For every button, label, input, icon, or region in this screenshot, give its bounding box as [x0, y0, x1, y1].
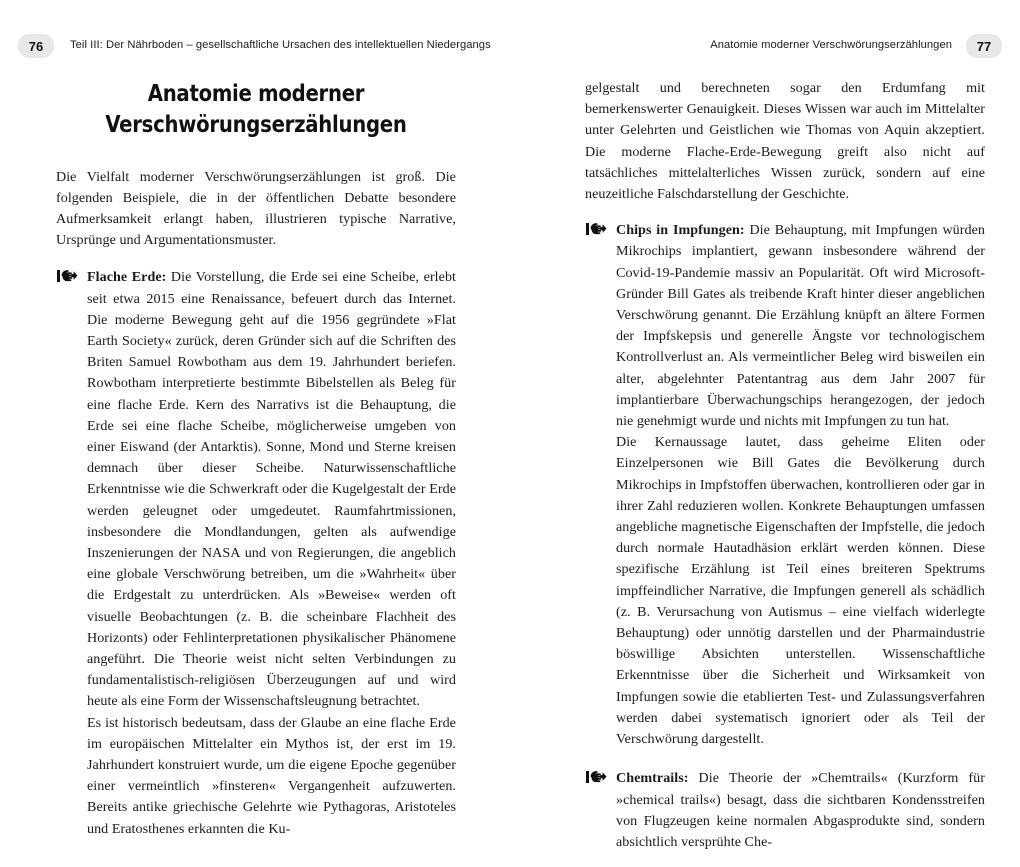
list-item-term: Chemtrails:	[616, 770, 689, 787]
list-item	[585, 768, 985, 853]
list-item-body: Die Behauptung, mit Impfungen würden Mikrochips implantiert, gewann insbesondere während der Covid-19-Pandemie massiv an Popularität. Oft wird Microsoft-Gründer Bill Gates als treibende Kraft hinter dieser angeblichen Verschwörung genannt. Die Erzählung knüpft an ältere Formen der Impfskepsis und generelle Ängste vor technologischem Kontrollverlust an. Als vermeintlicher Beleg wird bisweilen ein alter, abgelehnter Patentantrag aus dem Jahr 2007 für implantierbare Überwachungschips herangezogen, der jedoch nie genehmigt wurde und nichts mit Impfungen zu tun hat.	[616, 222, 985, 430]
running-head-right	[710, 34, 1002, 58]
list-item-term: Flache Erde:	[87, 269, 167, 286]
page-title	[70, 78, 442, 141]
pointing-hand-icon	[585, 769, 607, 785]
list-item-body: Die Theorie der »Chemtrails« (Kurzform für »chemical trails«) besagt, dass die sichtbaren Kondensstreifen von Flugzeugen keine normalen Abgasprodukte sind, sondern absichtlich versprühte Che-	[616, 770, 985, 850]
running-head-right-text: Anatomie moderner Verschwörungserzählungen	[710, 39, 952, 52]
page-right	[585, 78, 985, 867]
list-item-paragraph	[87, 267, 456, 712]
running-head-left-text: Teil III: Der Nährboden – gesellschaftliche Ursachen des intellektuellen Niedergangs	[70, 39, 491, 52]
page-number-right: 77	[966, 34, 1002, 58]
list-item	[56, 267, 456, 839]
continuation-paragraph: gelgestalt und berechneten sogar den Erdumfang mit bemerkenswerter Genauigkeit. Dieses Wissen war auch im Mittelalter unter Gelehrten und Geistlichen wie Thomas von Aquin akzeptiert. Die moderne Flache-Erde-Bewegung greift also nicht auf tatsächliches mittelalterliches Wissen zurück, sondern auf eine neuzeitliche Falschdarstellung der Geschichte.	[585, 80, 985, 203]
list-item-term: Chips in Impfungen:	[616, 222, 745, 239]
list-item-paragraph-2: Die Kernaussage lautet, dass geheime Eliten oder Einzelpersonen wie Bill Gates die Bevölkerung durch Mikrochips in Impfstoffen überwachen, kontrollieren oder gar in ihrer Zahl reduzieren wollen. Konkrete Behauptungen umfassen angebliche magnetische Eigenschaften der Impfstelle, die jedoch durch normale Hautadhäsion erklärt werden können. Diese spezifische Erzählung ist Teil eines breiteren Spektrums impffeindlicher Narrative, die Impfungen generell als schädlich (z. B. Verursachung von Autismus – eine vielfach widerlegte Behauptung) oder unnötig darstellen und der Pharmaindustrie böswillige Absichten unterstellen. Wissenschaftliche Erkenntnisse über die Sicherheit und Wirksamkeit von Impfungen sowie die etablierten Test- und Zulassungsverfahren werden dabei systematisch ignoriert oder als Teil der Verschwörung dargestellt.	[616, 434, 985, 748]
list-item-paragraph	[616, 220, 985, 432]
list-item	[585, 220, 985, 750]
list-item-paragraph-2: Es ist historisch bedeutsam, dass der Glaube an eine flache Erde im europäischen Mittelalter ein Mythos ist, der erst im 19. Jahrhundert konstruiert wurde, um die eigene Epoche gegenüber einer vermeintlich »finsteren« Vergangenheit aufzuwerten. Bereits antike griechische Gelehrte wie Pythagoras, Aristoteles und Eratosthenes erkannten die Ku-	[87, 714, 456, 837]
intro-paragraph: Die Vielfalt moderner Verschwörungserzählungen ist groß. Die folgenden Beispiele, die in der öffentlichen Debatte besondere Aufmerksamkeit erlangt haben, illustrieren typische Narrative, Ursprünge und Argumentationsmuster.	[56, 168, 456, 249]
list-item-body: Die Vorstellung, die Erde sei eine Scheibe, erlebt seit etwa 2015 eine Renaissance, befeuert durch das Internet. Die moderne Bewegung geht auf die 1956 gegründete »Flat Earth Society« zurück, deren Gründer sich auf die Schriften des Briten Samuel Rowbotham aus dem 19. Jahrhundert beriefen. Rowbotham interpretierte bestimmte Bibelstellen als Beleg für eine flache Erde. Kern des Narrativs ist die Behauptung, die Erde sei eine flache Scheibe, möglicherweise umgeben von einer Eiswand (der Antarktis). Sonne, Mond und Sterne kreisen demnach über dieser Scheibe. Naturwissenschaftliche Erkenntnisse wie die Schwerkraft oder die Kugelgestalt der Erde werden geleugnet oder umgedeutet. Raumfahrtmissionen, insbesondere die Mondlandungen, gelten als aufwendige Inszenierungen der NASA und von Regierungen, die angeblich eine globale Verschwörung betreiben, um die »Wahrheit« über die Erdgestalt zu unterdrücken. Als »Beweise« werden oft visuelle Beobachtungen (z. B. die scheinbare Flachheit des Horizonts) oder Fehlinterpretationen physikalischer Phänomene angeführt. Die Theorie weist nicht selten Verbindungen zu fundamentalistisch-religiösen Überzeugungen auf und wird heute als eine Form der Wissenschaftsleugnung betrachtet.	[87, 269, 456, 710]
page-title-line-1: Anatomie moderner	[147, 79, 365, 107]
running-head-left	[18, 34, 491, 58]
page-title-line-2: Verschwörungserzählungen	[105, 110, 407, 139]
page-number-left: 76	[18, 34, 54, 58]
pointing-hand-icon	[585, 221, 607, 237]
pointing-hand-icon	[56, 268, 78, 284]
list-item-paragraph	[616, 768, 985, 853]
page-left	[56, 78, 456, 855]
